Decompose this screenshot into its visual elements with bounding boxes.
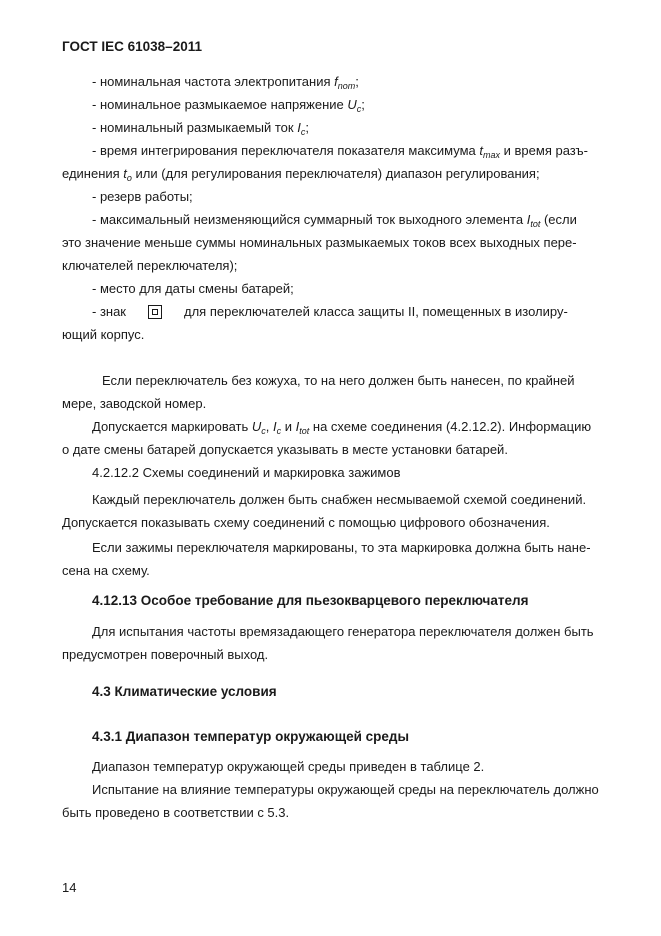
list-item: - максимальный неизменяющийся суммарный ток выходного элемента $I_{tot}$ (если <box>92 212 577 229</box>
paragraph-line: сена на схему. <box>62 563 150 578</box>
list-item: - резерв работы; <box>92 189 193 204</box>
list-item: - время интегрирования переключателя показателя максимума $t_{max}$ и время разъ- <box>92 143 588 160</box>
list-item: - номинальный размыкаемый ток $I_c$; <box>92 120 309 137</box>
list-item-continuation: единения $t_o$ или (для регулирования переключателя) диапазон регулирования; <box>62 166 540 183</box>
page-number: 14 <box>62 880 77 895</box>
list-item-continuation: ющий корпус. <box>62 327 145 342</box>
document-header: ГОСТ IEC 61038–2011 <box>62 39 202 54</box>
section-heading: 4.3 Климатические условия <box>92 684 277 699</box>
paragraph-line: Допускается показывать схему соединений с помощью цифрового обозначения. <box>62 515 550 530</box>
paragraph-line: Если переключатель без кожуха, то на него должен быть нанесен, по крайней <box>102 373 575 388</box>
paragraph-line: Диапазон температур окружающей среды приведен в таблице 2. <box>92 759 485 774</box>
list-item: - место для даты смены батарей; <box>92 281 294 296</box>
paragraph-line: Если зажимы переключателя маркированы, то эта маркировка должна быть нане- <box>92 540 591 555</box>
list-item: - знак для переключателей класса защиты II, помещенных в изолиру- <box>92 304 568 319</box>
paragraph-line: о дате смены батарей допускается указывать в месте установки батарей. <box>62 442 508 457</box>
double-insulation-icon <box>148 305 162 319</box>
paragraph-line: Испытание на влияние температуры окружающей среды на переключатель должно <box>92 782 599 797</box>
paragraph-line: быть проведено в соответствии с 5.3. <box>62 805 290 820</box>
section-heading: 4.12.13 Особое требование для пьезокварцевого переключателя <box>92 593 529 608</box>
paragraph-line: Допускается маркировать $U_c$, $I_c$ и $I_{tot}$ на схеме соединения (4.2.12.2). Информацию <box>92 419 592 436</box>
section-heading: 4.2.12.2 Схемы соединений и маркировка зажимов <box>92 465 401 480</box>
list-item-continuation: ключателей переключателя); <box>62 258 238 273</box>
list-item: - номинальное размыкаемое напряжение $U_c$; <box>92 97 365 114</box>
paragraph-line: предусмотрен поверочный выход. <box>62 647 269 662</box>
paragraph-line: Для испытания частоты времязадающего генератора переключателя должен быть <box>92 624 594 639</box>
paragraph-line: Каждый переключатель должен быть снабжен несмываемой схемой соединений. <box>92 492 587 507</box>
list-item-continuation: это значение меньше суммы номинальных размыкаемых токов всех выходных пере- <box>62 235 577 250</box>
list-item: - номинальная частота электропитания $f_{nom}$; <box>92 74 359 91</box>
paragraph-line: мере, заводской номер. <box>62 396 207 411</box>
section-heading: 4.3.1 Диапазон температур окружающей среды <box>92 729 409 744</box>
